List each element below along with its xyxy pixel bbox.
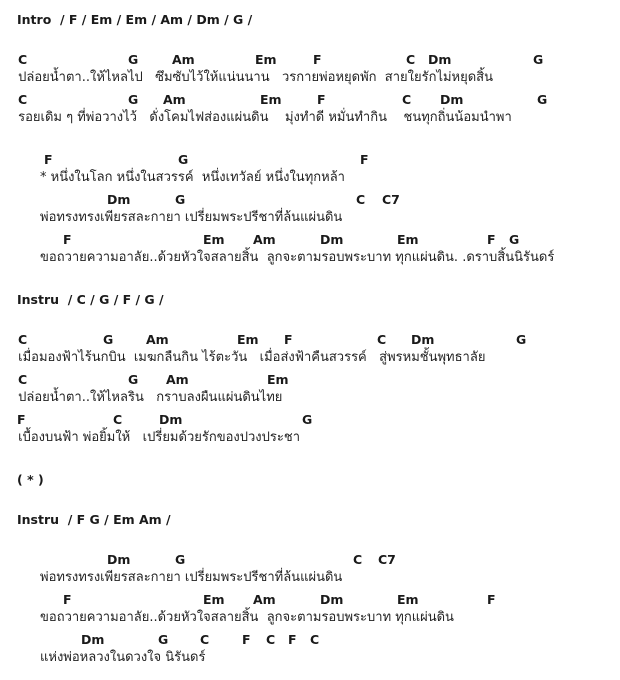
instru-line: Instru / F G / Em Am / — [17, 512, 171, 527]
chord: G — [537, 92, 548, 107]
chord: G — [302, 412, 313, 427]
lyric-line: พ่อทรงทรงเพียรสละกายา เปรี่ยมพระปรีชาที่ล้นแผ่นดิน — [40, 570, 343, 585]
chord: F — [63, 592, 72, 607]
lyric-line: ปล่อยน้ำตา..ให้ไหลริน กราบลงผืนแผ่นดินไทย — [14, 390, 283, 405]
chord: F — [313, 52, 322, 67]
chord: G — [175, 192, 186, 207]
chord: G — [533, 52, 544, 67]
chord: F — [487, 232, 496, 247]
chord: Em — [203, 232, 225, 247]
chord: C — [266, 632, 276, 647]
chord: F — [242, 632, 251, 647]
chord: Dm — [107, 552, 131, 567]
chord: C7 — [378, 552, 396, 567]
chord: C — [113, 412, 123, 427]
instru-line: Instru / C / G / F / G / — [17, 292, 164, 307]
chord: G — [509, 232, 520, 247]
chord: Em — [260, 92, 282, 107]
chord: Dm — [411, 332, 435, 347]
repeat-chorus-marker: ( * ) — [17, 472, 44, 487]
chord: G — [178, 152, 189, 167]
lyric-line: ขอถวายความอาลัย..ด้วยหัวใจสลายสิ้น ลูกจะตามรอบพระบาท ทุกแผ่นดิน — [40, 610, 454, 625]
chord: C — [18, 52, 28, 67]
chord: C — [310, 632, 320, 647]
chord: Em — [203, 592, 225, 607]
chord: F — [487, 592, 496, 607]
chord: F — [63, 232, 72, 247]
chord: Em — [237, 332, 259, 347]
chord: C — [406, 52, 416, 67]
chord: C — [18, 92, 28, 107]
chord: Em — [397, 592, 419, 607]
chord: Am — [253, 232, 276, 247]
chord: G — [128, 52, 139, 67]
chord: Am — [166, 372, 189, 387]
chord: Em — [397, 232, 419, 247]
chord: F — [317, 92, 326, 107]
chord: C — [377, 332, 387, 347]
chord: Dm — [428, 52, 452, 67]
chord: G — [103, 332, 114, 347]
lyric-line: รอยเดิม ๆ ที่พ่อวางไว้ ดั่งโคมไฟส่องแผ่นดิน มุ่งทำดี หมั่นทำกิน ชนทุกถิ่นน้อมนำพา — [14, 110, 512, 125]
chord: Em — [255, 52, 277, 67]
chord: Dm — [107, 192, 131, 207]
lyric-line: ปล่อยน้ำตา..ให้ไหลไป ซึมซับไว้ให้แน่นนาน วรกายพ่อหยุดพัก สายใยรักไม่หยุดสิ้น — [14, 70, 494, 85]
chord: C — [402, 92, 412, 107]
chord: Dm — [159, 412, 183, 427]
chord: Dm — [81, 632, 105, 647]
lyric-line: พ่อทรงทรงเพียรสละกายา เปรี่ยมพระปรีชาที่ล้นแผ่นดิน — [40, 210, 343, 225]
chord: F — [360, 152, 369, 167]
chord: G — [175, 552, 186, 567]
chord: G — [158, 632, 169, 647]
lyric-line: เมื่อมองฟ้าไร้นกบิน เมฆกลืนกิน ไร้ตะวัน เมื่อส่งฟ้าคืนสวรรค์ สู่พรหมชั้นพุทธาลัย — [14, 350, 486, 365]
chord: G — [128, 372, 139, 387]
chord: C — [18, 332, 28, 347]
chord: C — [356, 192, 366, 207]
chord: Am — [163, 92, 186, 107]
lyric-line: แห่งพ่อหลวงในดวงใจ นิรันดร์ — [40, 650, 206, 665]
chord: F — [288, 632, 297, 647]
chord: Em — [267, 372, 289, 387]
lyric-line: เบื้องบนฟ้า พ่อยิ้มให้ เปรี่ยมด้วยรักของปวงประชา — [14, 430, 300, 445]
chord: Am — [253, 592, 276, 607]
chord: G — [128, 92, 139, 107]
chord: F — [44, 152, 53, 167]
chord: C — [18, 372, 28, 387]
chord: Dm — [440, 92, 464, 107]
intro-line: Intro / F / Em / Em / Am / Dm / G / — [17, 12, 253, 27]
chord: F — [17, 412, 26, 427]
chord: F — [284, 332, 293, 347]
chord: C — [353, 552, 363, 567]
lyric-line: * หนึ่งในโลก หนึ่งในสวรรค์ หนึ่งเทวัลย์ หนึ่งในทุกหล้า — [40, 170, 345, 185]
chord: C — [200, 632, 210, 647]
chord: G — [516, 332, 527, 347]
chord: C7 — [382, 192, 400, 207]
chord: Am — [146, 332, 169, 347]
lyric-line: ขอถวายความอาลัย..ด้วยหัวใจสลายสิ้น ลูกจะตามรอบพระบาท ทุกแผ่นดิน. .ดราบสิ้นนิรันดร์ — [40, 250, 555, 265]
chord: Dm — [320, 592, 344, 607]
chord: Dm — [320, 232, 344, 247]
chord: Am — [172, 52, 195, 67]
